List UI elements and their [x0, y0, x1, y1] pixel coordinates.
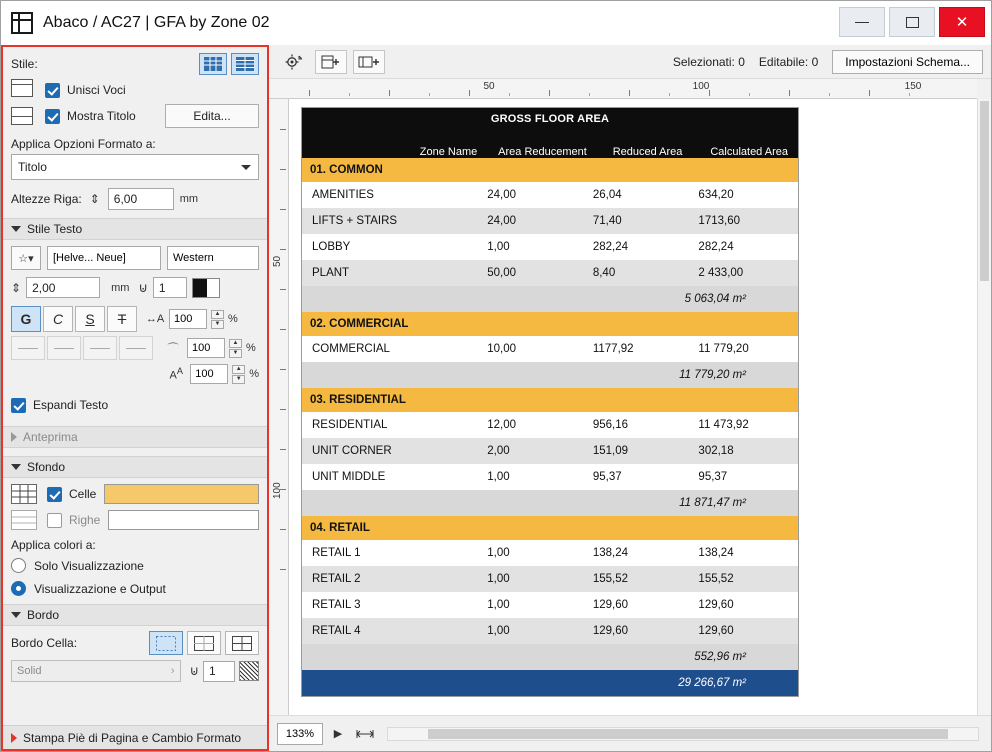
column-header-calculated-area: Calculated Area	[710, 146, 788, 158]
cell-area-reducement: 1,00	[477, 540, 587, 566]
table-row[interactable]	[302, 234, 798, 260]
chevron-right-icon	[11, 432, 17, 442]
window-body	[1, 45, 991, 751]
espandi-testo-checkbox[interactable]	[11, 398, 26, 413]
cell-calculated-area: 302,18	[682, 438, 798, 464]
zoom-play-button[interactable]: ▶	[333, 728, 343, 740]
cell-zone-name: UNIT CORNER	[302, 438, 477, 464]
vertical-scroll-thumb[interactable]	[980, 101, 989, 281]
close-icon: ✕	[955, 14, 969, 31]
cell-reduced-area: 138,24	[587, 540, 683, 566]
table-group-row[interactable]	[302, 516, 798, 540]
column-header-zone-name: Zone Name	[419, 146, 478, 158]
altezze-riga-input[interactable]: 6,00	[108, 188, 174, 210]
schedule-table	[302, 108, 798, 696]
table-group-row[interactable]	[302, 312, 798, 336]
cell-calculated-area: 1713,60	[682, 208, 798, 234]
format-settings-panel	[1, 45, 269, 751]
percent-symbol: %	[246, 342, 256, 354]
border-outer-button[interactable]	[187, 631, 221, 655]
align-left-icon	[18, 348, 38, 349]
bordo-cella-label: Bordo Cella:	[11, 636, 78, 650]
cell-area-reducement: 24,00	[477, 208, 587, 234]
editabile-label: Editabile: 0	[758, 54, 819, 69]
window-controls	[839, 7, 985, 37]
unisci-voci-row[interactable]	[45, 77, 259, 103]
cell-area-reducement: 1,00	[477, 618, 587, 644]
table-row[interactable]	[302, 208, 798, 234]
align-right-button[interactable]	[83, 336, 117, 360]
italic-button[interactable]: C	[43, 306, 73, 332]
cell-reduced-area: 129,60	[587, 618, 683, 644]
altezze-riga-unit: mm	[179, 193, 199, 205]
table-subtotal-row	[302, 490, 798, 516]
width-scale-stepper[interactable]: ▲ ▼	[229, 339, 242, 358]
chevron-right-icon: ›	[170, 665, 175, 677]
align-center-button[interactable]	[47, 336, 81, 360]
celle-label: Celle	[69, 487, 97, 501]
title-bar	[1, 1, 991, 45]
mostra-titolo-label: Mostra Titolo	[67, 109, 136, 123]
table-icon	[11, 12, 33, 34]
letter-spacing-row	[145, 309, 238, 329]
align-left-button[interactable]	[11, 336, 45, 360]
celle-row	[11, 484, 259, 504]
cell-reduced-area: 8,40	[587, 260, 683, 286]
option-icons	[11, 77, 45, 129]
schedule-toolbar	[269, 45, 991, 79]
schedule-header-row	[302, 130, 798, 158]
favorites-star-icon[interactable]: ☆▾	[11, 246, 41, 270]
border-pen-input[interactable]: 1	[203, 661, 235, 682]
cell-calculated-area: 129,60	[682, 618, 798, 644]
cell-zone-name: RETAIL 4	[302, 618, 477, 644]
cell-area-reducement: 1,00	[477, 592, 587, 618]
cell-reduced-area: 71,40	[587, 208, 683, 234]
window-title: Abaco / AC27 | GFA by Zone 02	[43, 14, 270, 31]
table-row[interactable]	[302, 592, 798, 618]
selezionati-label: Selezionati: 0	[672, 54, 745, 69]
cell-zone-name: LOBBY	[302, 234, 477, 260]
cell-area-reducement: 50,00	[477, 260, 587, 286]
cell-area-reducement: 12,00	[477, 412, 587, 438]
group-label: 04. RETAIL	[302, 516, 798, 540]
celle-color-swatch[interactable]	[104, 484, 259, 504]
ruler-h-label: 150	[904, 81, 922, 92]
percent-symbol: %	[249, 368, 259, 380]
table-total-row	[302, 670, 798, 696]
altezze-riga-row	[11, 188, 259, 210]
cell-area-reducement: 10,00	[477, 336, 587, 362]
mostra-titolo-row[interactable]	[45, 103, 259, 129]
bold-button[interactable]: G	[11, 306, 41, 332]
column-header-reduced-area: Reduced Area	[612, 146, 683, 158]
strikethrough-button[interactable]: T	[107, 306, 137, 332]
cell-reduced-area: 151,09	[587, 438, 683, 464]
stampa-footer-row[interactable]	[3, 725, 267, 749]
stile-testo-section[interactable]	[3, 218, 267, 240]
mostra-titolo-checkbox[interactable]	[45, 109, 60, 124]
align-justify-button[interactable]	[119, 336, 153, 360]
cell-calculated-area: 282,24	[682, 234, 798, 260]
visualizzazione-output-label: Visualizzazione e Output	[34, 581, 166, 596]
cell-calculated-area: 95,37	[682, 464, 798, 490]
cells-grid-icon	[11, 484, 37, 504]
cell-reduced-area: 129,60	[587, 592, 683, 618]
pen-icon: ⊍	[189, 663, 199, 678]
espandi-testo-label: Espandi Testo	[33, 398, 109, 412]
add-row-icon[interactable]	[353, 50, 385, 74]
width-scale-input[interactable]: 100	[187, 338, 225, 358]
chevron-down-icon	[241, 165, 251, 170]
subtotal-value: 5 063,04 m²	[302, 286, 798, 312]
table-row[interactable]	[302, 566, 798, 592]
line-type-select[interactable]	[11, 660, 181, 682]
minimize-button[interactable]	[839, 7, 885, 37]
impostazioni-schema-button[interactable]: Impostazioni Schema...	[832, 50, 983, 74]
bordo-section[interactable]	[3, 604, 267, 626]
border-none-button[interactable]	[149, 631, 183, 655]
font-scale-icon: $A^A$	[169, 366, 183, 382]
total-value: 29 266,67 m²	[302, 670, 798, 696]
ruler-h-label: 50	[483, 81, 495, 92]
solo-visualizzazione-radio[interactable]	[11, 558, 26, 573]
cell-calculated-area: 155,52	[682, 566, 798, 592]
cell-reduced-area: 26,04	[587, 182, 683, 208]
cell-area-reducement: 1,00	[477, 566, 587, 592]
show-title-icon	[11, 107, 33, 125]
table-row[interactable]	[302, 438, 798, 464]
width-scale-icon: ⌒	[167, 343, 179, 355]
cell-reduced-area: 282,24	[587, 234, 683, 260]
horizontal-scrollbar[interactable]	[387, 727, 979, 741]
cell-zone-name: RETAIL 2	[302, 566, 477, 592]
font-row	[11, 246, 259, 270]
bordo-cella-row	[11, 631, 259, 655]
subtotal-value: 11 871,47 m²	[302, 490, 798, 516]
visualizzazione-output-row[interactable]	[11, 581, 259, 596]
schedule-sheet	[301, 107, 799, 697]
cell-zone-name: PLANT	[302, 260, 477, 286]
cell-calculated-area: 11 779,20	[682, 336, 798, 362]
righe-label: Righe	[69, 513, 101, 527]
pen-icon: ⊍	[138, 279, 148, 295]
font-size-unit: mm	[111, 281, 130, 294]
percent-symbol: %	[228, 313, 238, 325]
cell-area-reducement: 24,00	[477, 182, 587, 208]
letter-spacing-stepper[interactable]: ▲ ▼	[211, 310, 224, 329]
group-label: 01. COMMON	[302, 158, 798, 182]
cell-calculated-area: 138,24	[682, 540, 798, 566]
border-pattern-swatch[interactable]	[239, 661, 259, 681]
table-subtotal-row	[302, 644, 798, 670]
solo-visualizzazione-row[interactable]	[11, 558, 259, 573]
grid-list-icon[interactable]	[199, 53, 227, 75]
maximize-icon	[906, 17, 919, 28]
cell-zone-name: COMMERCIAL	[302, 336, 477, 362]
vertical-scrollbar[interactable]	[977, 99, 991, 715]
applica-opzioni-select[interactable]	[11, 154, 259, 180]
cell-zone-name: RESIDENTIAL	[302, 412, 477, 438]
unisci-voci-label: Unisci Voci	[67, 83, 126, 97]
cell-calculated-area: 11 473,92	[682, 412, 798, 438]
encoding-value: Western	[173, 252, 214, 264]
line-type-value: Solid	[17, 665, 42, 677]
text-color-swatch[interactable]	[192, 278, 220, 298]
table-subtotal-row	[302, 362, 798, 388]
maximize-button[interactable]	[889, 7, 935, 37]
close-button[interactable]	[939, 7, 985, 37]
sfondo-section[interactable]	[3, 456, 267, 478]
cell-calculated-area: 2 433,00	[682, 260, 798, 286]
minimize-icon	[855, 22, 869, 23]
schedule-view-panel	[269, 45, 991, 751]
cell-zone-name: AMENITIES	[302, 182, 477, 208]
subtotal-value: 11 779,20 m²	[302, 362, 798, 388]
table-subtotal-row	[302, 286, 798, 312]
bordo-label: Bordo	[27, 608, 60, 622]
cell-zone-name: RETAIL 1	[302, 540, 477, 566]
table-group-row[interactable]	[302, 388, 798, 412]
table-row[interactable]	[302, 182, 798, 208]
table-row[interactable]	[302, 464, 798, 490]
add-column-icon[interactable]	[315, 50, 347, 74]
grid-table-icon[interactable]	[231, 53, 259, 75]
status-bar	[269, 715, 991, 751]
chevron-down-icon	[11, 226, 21, 232]
options-rows	[11, 77, 259, 129]
solo-visualizzazione-label: Solo Visualizzazione	[34, 558, 144, 573]
ruler-v-label: 50	[272, 255, 283, 267]
align-center-icon	[54, 348, 74, 349]
ruler-h-label: 100	[692, 81, 710, 92]
rows-grid-icon	[11, 510, 37, 530]
zoom-level-input[interactable]: 133%	[277, 723, 323, 745]
group-label: 03. RESIDENTIAL	[302, 388, 798, 412]
cell-area-reducement: 2,00	[477, 438, 587, 464]
subtotal-value: 552,96 m²	[302, 644, 798, 670]
altezze-riga-label: Altezze Riga:	[11, 192, 82, 206]
stile-label: Stile:	[11, 57, 38, 71]
cell-area-reducement: 1,00	[477, 464, 587, 490]
align-right-icon	[90, 348, 110, 349]
size-scale-row	[11, 364, 259, 384]
cell-area-reducement: 1,00	[477, 234, 587, 260]
size-scale-stepper[interactable]: ▲ ▼	[232, 365, 245, 384]
table-row[interactable]	[302, 618, 798, 644]
applica-opzioni-value: Titolo	[18, 160, 47, 174]
settings-gear-icon[interactable]	[277, 50, 309, 74]
group-label: 02. COMMERCIAL	[302, 312, 798, 336]
text-style-buttons	[11, 306, 259, 332]
anteprima-section[interactable]	[3, 426, 267, 448]
horizontal-scroll-thumb[interactable]	[428, 729, 948, 739]
schedule-canvas[interactable]	[289, 99, 977, 715]
cell-reduced-area: 95,37	[587, 464, 683, 490]
celle-checkbox[interactable]	[47, 487, 62, 502]
view-mode-buttons	[199, 53, 259, 75]
anteprima-label: Anteprima	[23, 430, 78, 444]
cell-zone-name: RETAIL 3	[302, 592, 477, 618]
pen-value-input[interactable]: 1	[153, 277, 187, 298]
table-row[interactable]	[302, 260, 798, 286]
font-family-value: [Helve... Neue]	[53, 252, 126, 264]
cell-calculated-area: 129,60	[682, 592, 798, 618]
cell-reduced-area: 155,52	[587, 566, 683, 592]
table-row[interactable]	[302, 412, 798, 438]
font-size-row	[11, 277, 259, 298]
letter-spacing-icon: ↔A	[145, 313, 165, 325]
row-height-icon: ⇕	[89, 192, 100, 206]
cell-zone-name: UNIT MIDDLE	[302, 464, 477, 490]
chevron-down-icon	[11, 612, 21, 618]
font-size-input[interactable]: 2,00	[26, 277, 100, 298]
table-group-row[interactable]	[302, 158, 798, 182]
stile-header-row	[11, 53, 259, 75]
righe-row	[11, 510, 259, 530]
chevron-down-icon	[11, 464, 21, 470]
align-justify-icon	[126, 348, 146, 349]
ruler-v-label: 100	[272, 482, 283, 499]
espandi-testo-row[interactable]	[11, 392, 259, 418]
righe-color-swatch[interactable]	[108, 510, 259, 530]
edita-button[interactable]: Edita...	[165, 104, 259, 128]
chevron-right-icon	[11, 733, 17, 743]
cell-zone-name: LIFTS + STAIRS	[302, 208, 477, 234]
unisci-voci-checkbox[interactable]	[45, 83, 60, 98]
merge-items-icon	[11, 79, 33, 97]
underline-button[interactable]: S	[75, 306, 105, 332]
table-row[interactable]	[302, 336, 798, 362]
cell-calculated-area: 634,20	[682, 182, 798, 208]
letter-spacing-input[interactable]: 100	[169, 309, 207, 329]
border-all-button[interactable]	[225, 631, 259, 655]
schedule-title-row	[302, 108, 798, 130]
text-size-icon: ⇕	[11, 280, 22, 295]
stampa-footer-label: Stampa Piè di Pagina e Cambio Formato	[23, 730, 242, 745]
cell-reduced-area: 956,16	[587, 412, 683, 438]
stile-testo-label: Stile Testo	[27, 222, 83, 236]
encoding-select[interactable]	[167, 246, 259, 270]
sfondo-label: Sfondo	[27, 460, 66, 474]
applica-colori-label: Applica colori a:	[11, 538, 96, 552]
size-scale-group	[166, 364, 259, 384]
schedule-title: GROSS FLOOR AREA	[302, 108, 798, 130]
applica-opzioni-label: Applica Opzioni Formato a:	[11, 137, 156, 151]
table-row[interactable]	[302, 540, 798, 566]
width-scale-row	[163, 338, 256, 358]
column-header-area-reducement: Area Reducement	[498, 146, 587, 158]
fit-width-icon[interactable]	[353, 723, 377, 745]
size-scale-input[interactable]: 100	[190, 364, 228, 384]
font-family-select[interactable]	[47, 246, 161, 270]
horizontal-ruler	[269, 79, 977, 99]
alignment-and-width-row	[11, 336, 259, 360]
visualizzazione-output-radio[interactable]	[11, 581, 26, 596]
righe-checkbox[interactable]	[47, 513, 62, 528]
vertical-ruler	[269, 99, 289, 715]
border-line-row	[11, 660, 259, 682]
cell-reduced-area: 1177,92	[587, 336, 683, 362]
